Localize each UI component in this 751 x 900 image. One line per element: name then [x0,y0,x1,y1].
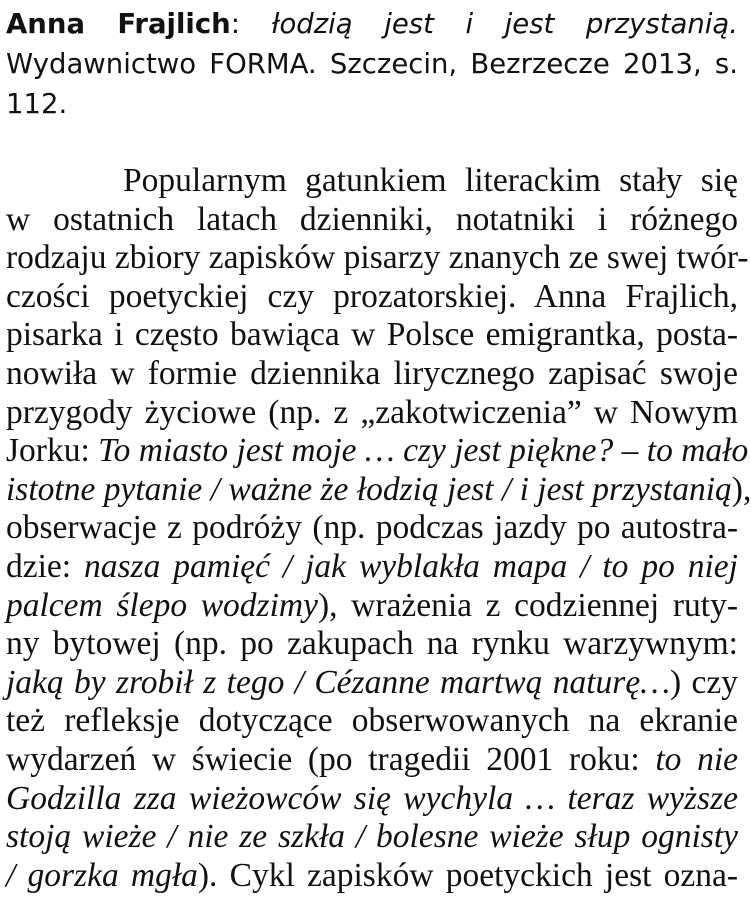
poem-quote: palcem ślepo wodzimy [6,586,318,624]
body-line: rodzaju zbiory zapisków pisarzy znanych ze swej twór- [6,239,749,277]
body-line: ny bytowej (np. po zakupach na rynku warzywnym: [6,625,738,663]
header-publisher-line: Wydawnictwo FORMA. Szczecin, Bezrzecze 2013, s. [6,48,738,80]
body-text: ) czy [670,663,738,701]
book-title: łodzią jest i jest przystanią. [271,8,738,40]
body-line [6,857,738,896]
body-line [6,664,738,703]
body-text: Jorku: [6,432,99,470]
body-line [6,432,749,471]
book-author: Anna Frajlich [6,8,231,40]
body-line: w ostatnich latach dzienniki, notatniki i różnego [6,200,738,238]
body-text: ), [731,470,751,508]
poem-quote: nasza pamięć / jak wyblakła mapa / to po niej [84,547,738,585]
poem-quote: istotne pytanie / ważne że łodzią jest / i jest przystanią [6,470,732,508]
poem-quote: stoją wieże / nie ze szkła / bolesne wieże słup ognisty [6,818,738,856]
body-line [6,818,738,857]
body-line [6,587,738,626]
body-line: przygody życiowe (np. z „zakotwiczenia” w Nowym [6,393,738,431]
body-line: Popularnym gatunkiem literackim stały się [123,162,738,199]
poem-quote: jaką by zrobił z tego / Cézanne martwą naturę… [6,663,670,701]
body-text: ), wrażenia z codziennej ruty- [317,586,738,624]
body-text: ). Cykl zapisków poetyckich jest ozna- [197,856,739,894]
body-line: pisarka i często bawiąca w Polsce emigrantka, posta- [6,316,738,354]
body-line [6,780,738,819]
poem-quote: / gorzka mgła [6,856,198,894]
body-line: czości poetyckiej czy prozatorskiej. Anna Frajlich, [6,277,738,315]
document-page [6,4,751,895]
body-line [6,548,738,587]
body-text: dzie: [6,547,85,585]
body-line [6,470,751,510]
body-line [6,741,738,780]
header-line-1 [6,4,738,44]
author-colon: : [230,8,240,40]
body-line: nowiła w formie dziennika lirycznego zapisać swoje [6,354,738,392]
header-pages-line: 112. [6,88,68,120]
body-text: wydarzeń w świecie (po tragedii 2001 roku: [6,740,656,778]
body-line: obserwacje z podróży (np. podczas jazdy po autostra- [6,509,738,547]
review-body [6,162,751,895]
poem-quote: To miasto jest moje … czy jest piękne? – to mało [98,432,749,470]
review-header [6,4,738,124]
body-line: też refleksje dotyczące obserwowanych na ekranie [6,702,738,740]
poem-quote: Godzilla zza wieżowców się wychyla … teraz wyższe [6,779,738,817]
poem-quote: to nie [655,740,738,778]
